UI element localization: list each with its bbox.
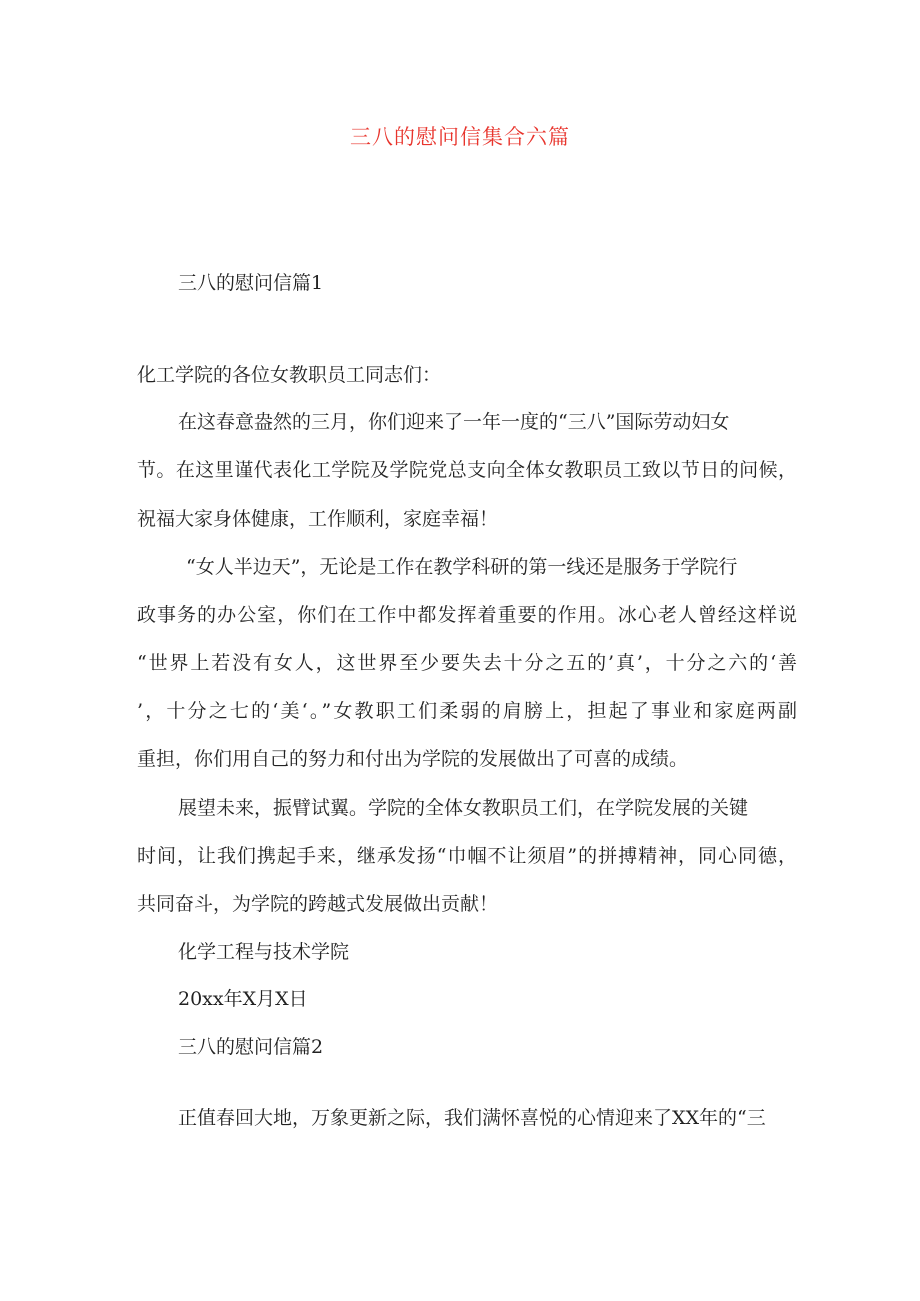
paragraph-3-line-1: 展望未来，振臂试翼。学院的全体女教职员工们，在学院发展的关键: [178, 797, 749, 819]
paragraph-2-line-2: 政事务的办公室，你们在工作中都发挥着重要的作用。冰心老人曾经这样说: [137, 604, 797, 626]
paragraph-2-line-3: “世界上若没有女人，这世界至少要失去十分之五的’真’，十分之六的‘善: [137, 652, 797, 674]
paragraph-1-line-3: 祝福大家身体健康，工作顺利，家庭幸福！: [137, 508, 499, 530]
signature-org: 化学工程与技术学院: [178, 941, 350, 963]
paragraph-2-line-5: 重担，你们用自己的努力和付出为学院的发展做出了可喜的成绩。: [137, 748, 689, 770]
paragraph-4-line-1: 正值春回大地，万象更新之际，我们满怀喜悦的心情迎来了XX年的“三: [178, 1107, 766, 1129]
paragraph-2-line-4: ’，十分之七的‘美‘。”女教职工们柔弱的肩膀上，担起了事业和家庭两副: [137, 700, 797, 722]
signature-date: 20xx年X月X日: [178, 988, 308, 1010]
section-heading-2: 三八的慰问信篇2: [178, 1036, 324, 1058]
paragraph-1-line-1: 在这春意盎然的三月，你们迎来了一年一度的“三八”国际劳动妇女: [178, 411, 730, 433]
paragraph-1-line-2: 节。在这里谨代表化工学院及学院党总支向全体女教职员工致以节日的问候，: [137, 459, 797, 481]
salutation: 化工学院的各位女教职员工同志们：: [137, 364, 442, 386]
paragraph-2-line-1: “女人半边天”，无论是工作在教学科研的第一线还是服务于学院行: [186, 556, 738, 578]
paragraph-3-line-3: 共同奋斗，为学院的跨越式发展做出贡献！: [137, 893, 499, 915]
document-title: 三八的慰问信集合六篇: [350, 125, 570, 149]
paragraph-3-line-2: 时间，让我们携起手来，继承发扬“巾帼不让须眉”的拼搏精神，同心同德，: [137, 845, 797, 867]
section-heading-1: 三八的慰问信篇1: [178, 272, 324, 294]
